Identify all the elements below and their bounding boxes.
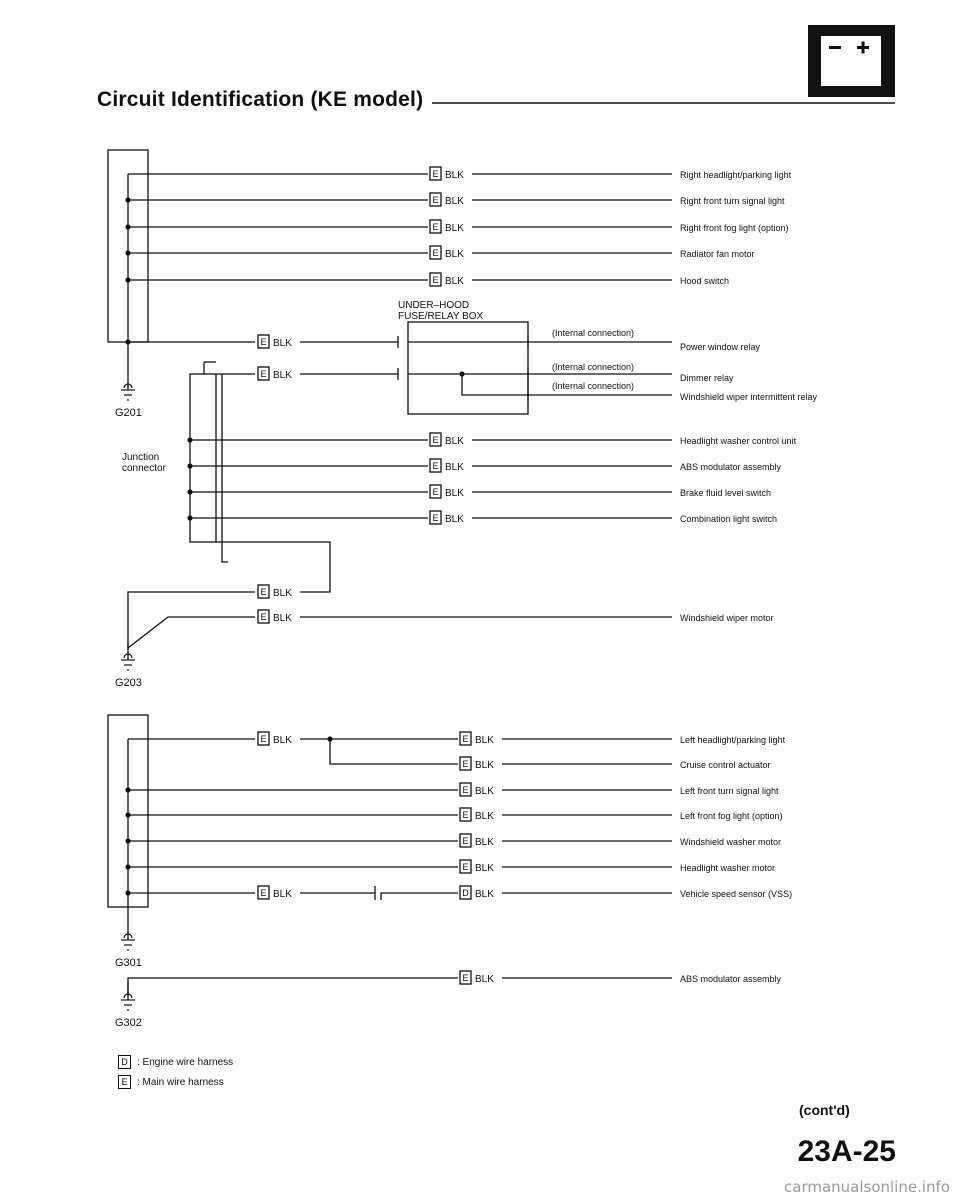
destination-label: Windshield wiper intermittent relay <box>680 392 818 402</box>
destination-label: Brake fluid level switch <box>680 488 772 498</box>
harness-code: E <box>432 435 439 445</box>
wire-color-label: BLK <box>475 863 494 874</box>
wire-color-label: BLK <box>273 889 292 900</box>
legend-item-main-harness <box>118 1075 224 1089</box>
watermark: carmanualsonline.info <box>784 1178 950 1196</box>
harness-code: E <box>260 612 267 622</box>
wire-color-label: BLK <box>273 735 292 746</box>
wire-color-label: BLK <box>445 488 464 499</box>
wire-color-label: BLK <box>445 249 464 260</box>
harness-code: E <box>432 487 439 497</box>
wire-color-label: BLK <box>475 786 494 797</box>
harness-code-box: D <box>118 1055 131 1069</box>
destination-label: Radiator fan motor <box>680 249 755 259</box>
wire-color-label: BLK <box>273 588 292 599</box>
harness-code-box: E <box>118 1075 131 1089</box>
destination-label: Headlight washer motor <box>680 863 776 873</box>
destination-label: Right front fog light (option) <box>680 223 789 233</box>
fuse-box-label: UNDER–HOOD <box>398 300 470 311</box>
destination-label: Cruise control actuator <box>680 760 771 770</box>
internal-connection-label: (Internal connection) <box>552 381 635 391</box>
harness-code: E <box>432 248 439 258</box>
legend-item-engine-harness <box>118 1055 233 1069</box>
wire-color-label: BLK <box>475 974 494 985</box>
destination-label: Hood switch <box>680 276 730 286</box>
harness-code: E <box>432 195 439 205</box>
wire-color-label: BLK <box>475 837 494 848</box>
page-number: 23A-25 <box>797 1135 896 1168</box>
destination-label: ABS modulator assembly <box>680 462 782 472</box>
harness-code: E <box>462 785 469 795</box>
harness-code: E <box>432 275 439 285</box>
destination-label: Left front fog light (option) <box>680 811 783 821</box>
harness-code: E <box>462 836 469 846</box>
wire-color-label: BLK <box>475 889 494 900</box>
legend-text: : Main wire harness <box>137 1077 224 1088</box>
wire-color-label: BLK <box>445 276 464 287</box>
harness-code: E <box>462 734 469 744</box>
harness-code: E <box>462 759 469 769</box>
destination-label: ABS modulator assembly <box>680 974 782 984</box>
page-title: Circuit Identification (KE model) <box>97 88 424 111</box>
wire <box>128 978 458 995</box>
battery-plus <box>862 42 865 54</box>
wire-color-label: BLK <box>475 811 494 822</box>
fuse-relay-box <box>408 322 528 414</box>
ground-label: G301 <box>115 957 142 969</box>
destination-label: Power window relay <box>680 342 761 352</box>
wire-color-label: BLK <box>445 514 464 525</box>
harness-code: E <box>462 810 469 820</box>
harness-code: E <box>260 888 267 898</box>
ground-label: G203 <box>115 677 142 689</box>
continued-note: (cont'd) <box>799 1102 850 1118</box>
internal-connection-label: (Internal connection) <box>552 328 635 338</box>
junction-label: Junction <box>122 452 160 463</box>
harness-code: E <box>462 973 469 983</box>
harness-code: D <box>462 888 469 898</box>
wire-color-label: BLK <box>475 760 494 771</box>
wire-color-label: BLK <box>273 338 292 349</box>
destination-label: Right headlight/parking light <box>680 170 792 180</box>
destination-label: Vehicle speed sensor (VSS) <box>680 889 793 899</box>
wire <box>222 374 228 562</box>
ground-label: G302 <box>115 1017 142 1029</box>
ground-label: G201 <box>115 407 142 419</box>
battery-icon <box>821 36 881 86</box>
harness-code: E <box>260 369 267 379</box>
wire-color-label: BLK <box>273 613 292 624</box>
destination-label: Headlight washer control unit <box>680 436 797 446</box>
wire-color-label: BLK <box>273 370 292 381</box>
wire-color-label: BLK <box>475 735 494 746</box>
destination-label: Windshield wiper motor <box>680 613 774 623</box>
harness-code: E <box>432 169 439 179</box>
wire <box>330 739 458 764</box>
wire-color-label: BLK <box>445 223 464 234</box>
destination-label: Windshield washer motor <box>680 837 782 847</box>
legend-text: : Engine wire harness <box>137 1057 234 1068</box>
battery-minus <box>829 46 841 49</box>
fuse-box-label: FUSE/RELAY BOX <box>398 311 484 322</box>
destination-label: Combination light switch <box>680 514 778 524</box>
harness-code: E <box>432 513 439 523</box>
wire <box>128 592 255 650</box>
destination-label: Left headlight/parking light <box>680 735 786 745</box>
destination-label: Dimmer relay <box>680 373 734 383</box>
harness-code: E <box>260 587 267 597</box>
wire-color-label: BLK <box>445 196 464 207</box>
wire-color-label: BLK <box>445 462 464 473</box>
harness-code: E <box>432 222 439 232</box>
wire-color-label: BLK <box>445 436 464 447</box>
harness-code: E <box>462 862 469 872</box>
internal-wire <box>462 374 528 395</box>
wire <box>381 893 458 900</box>
junction-label: connector <box>122 463 166 474</box>
destination-label: Left front turn signal light <box>680 786 779 796</box>
destination-label: Right front turn signal light <box>680 196 785 206</box>
wire <box>128 617 255 648</box>
harness-code: E <box>432 461 439 471</box>
internal-connection-label: (Internal connection) <box>552 362 635 372</box>
wire-color-label: BLK <box>445 170 464 181</box>
wire <box>216 542 330 592</box>
harness-code: E <box>260 337 267 347</box>
harness-code: E <box>260 734 267 744</box>
junction-connector <box>190 374 216 542</box>
